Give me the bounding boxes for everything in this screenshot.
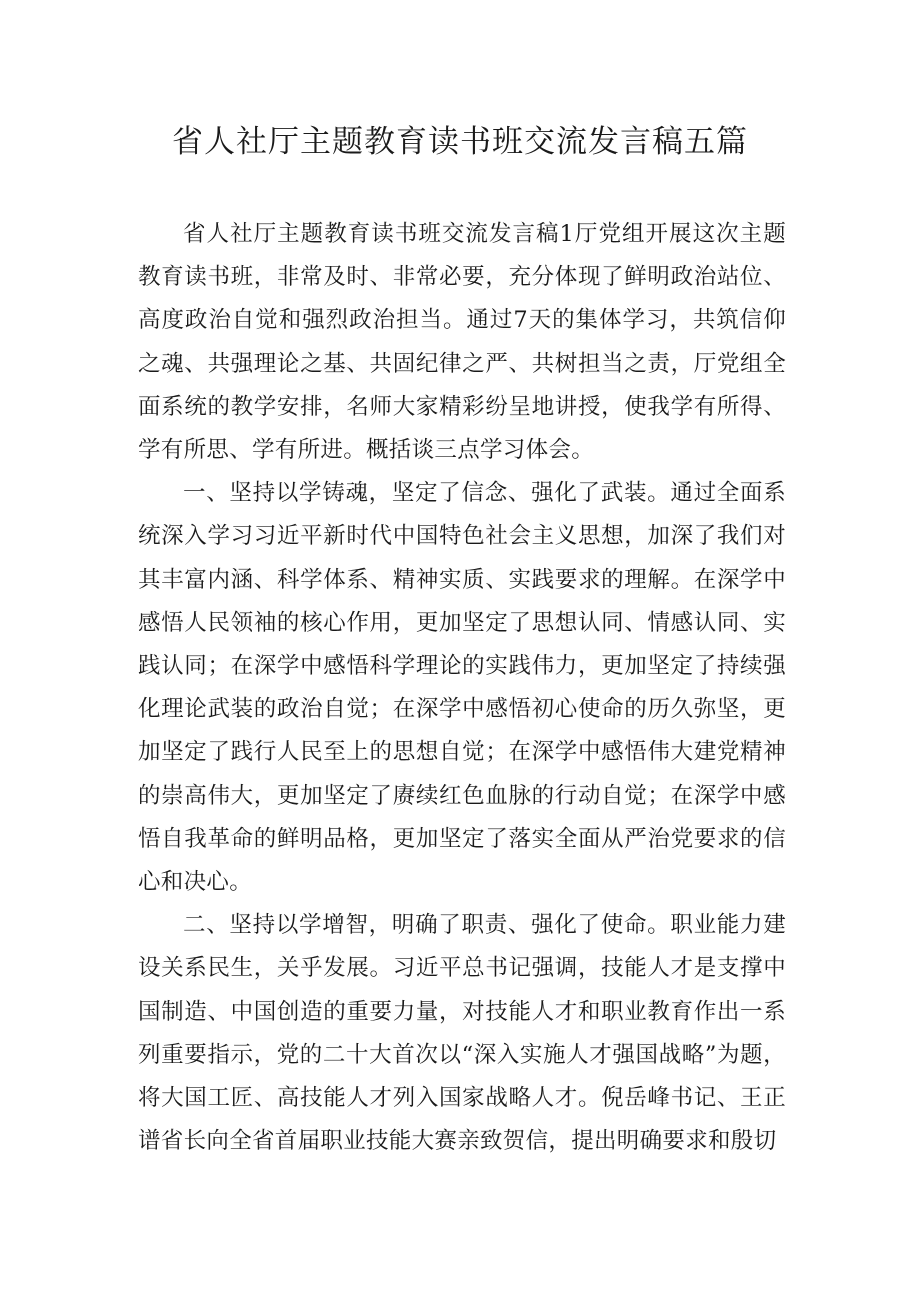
document-body xyxy=(138,213,786,1163)
paragraph-section-two: 二、坚持以学增智，明确了职责、强化了使命。职业能力建设关系民生，关乎发展。习近平总书记强调，技能人才是支撑中国制造、中国创造的重要力量，对技能人才和职业教育作出一系列重要指示，党的二十大首次以“深入实施人才强国战略”为题，将大国工匠、高技能人才列入国家战略人才。倪岳峰书记、王正谱省长向全省首届职业技能大赛亲致贺信，提出明确要求和殷切 xyxy=(138,912,786,1155)
paragraph-section-one: 一、坚持以学铸魂，坚定了信念、强化了武装。通过全面系统深入学习习近平新时代中国特色社会主义思想，加深了我们对其丰富内涵、科学体系、精神实质、实践要求的理解。在深学中感悟人民领袖的核心作用，更加坚定了思想认同、情感认同、实践认同；在深学中感悟科学理论的实践伟力，更加坚定了持续强化理论武装的政治自觉；在深学中感悟初心使命的历久弥坚，更加坚定了践行人民至上的思想自觉；在深学中感悟伟大建党精神的崇高伟大，更加坚定了赓续红色血脉的行动自觉；在深学中感悟自我革命的鲜明品格，更加坚定了落实全面从严治党要求的信心和决心。 xyxy=(138,480,786,896)
document-title: 省人社厅主题教育读书班交流发言稿五篇 xyxy=(172,124,748,160)
paragraph-intro: 省人社厅主题教育读书班交流发言稿1厅党组开展这次主题教育读书班，非常及时、非常必要，充分体现了鲜明政治站位、高度政治自觉和强烈政治担当。通过7天的集体学习，共筑信仰之魂、共强理论之基、共固纪律之严、共树担当之责，厅党组全面系统的教学安排，名师大家精彩纷呈地讲授，使我学有所得、学有所思、学有所进。概括谈三点学习体会。 xyxy=(138,221,786,464)
